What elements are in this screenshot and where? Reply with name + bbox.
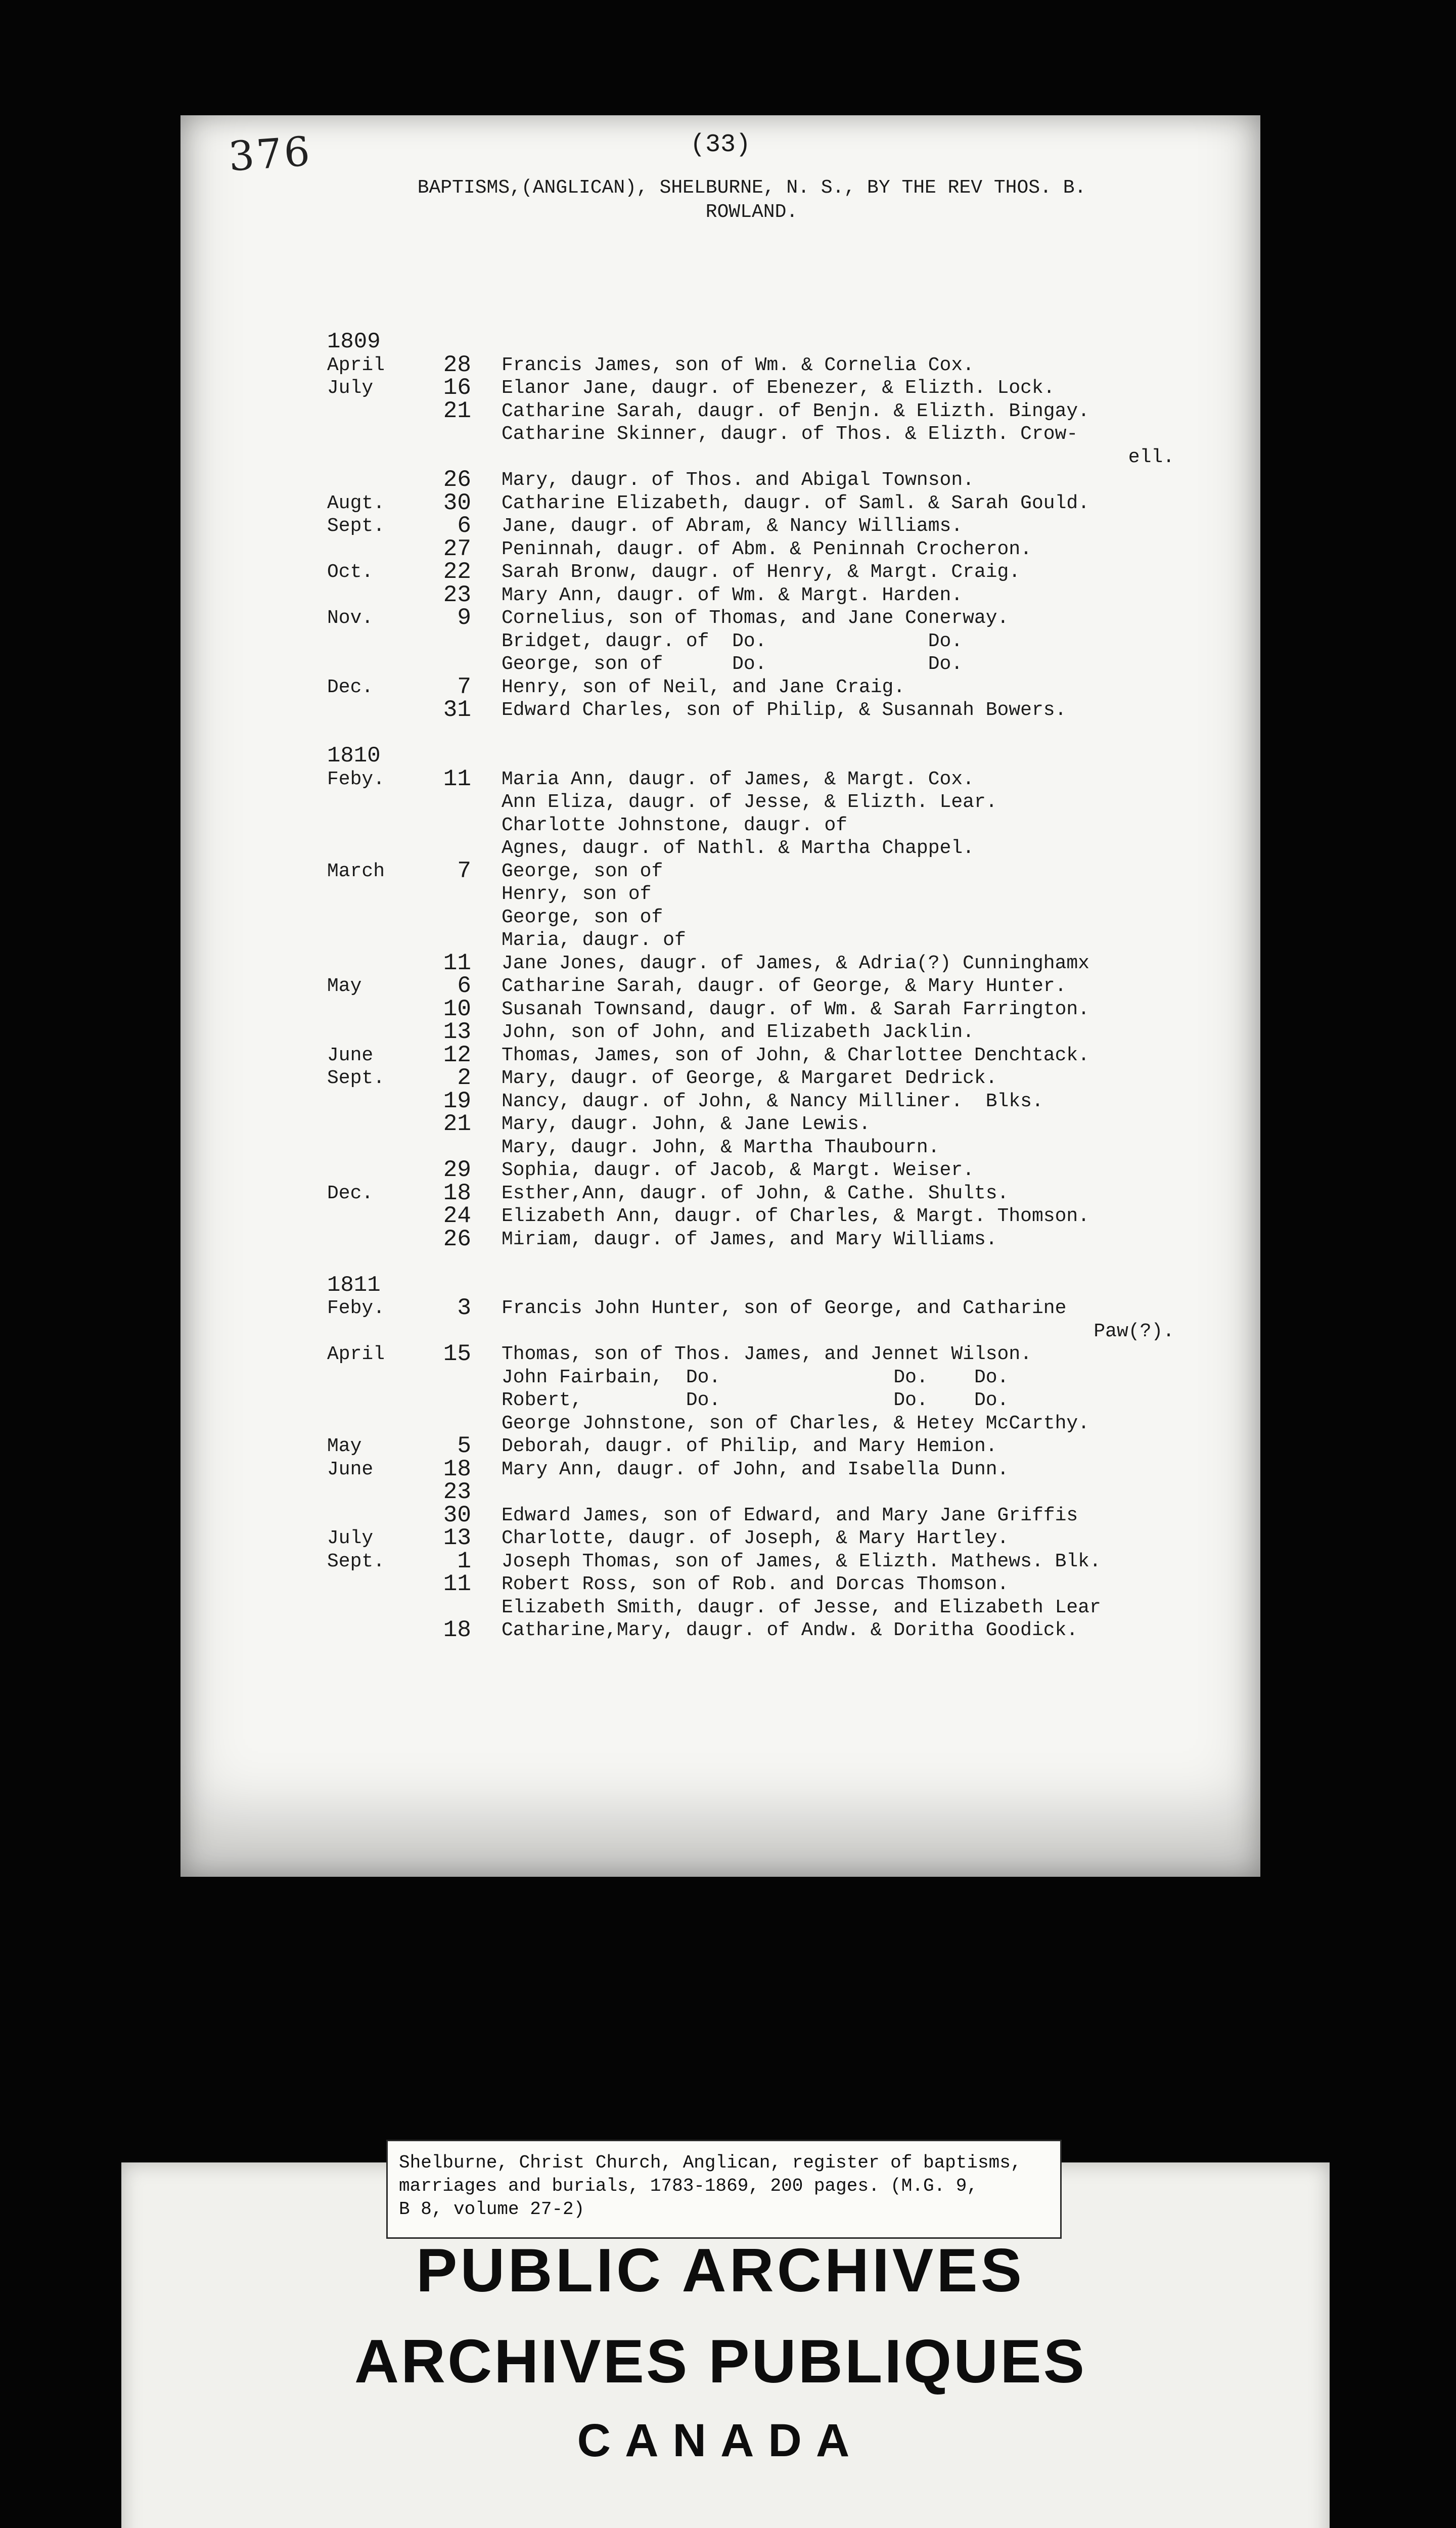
baptism-entry bbox=[180, 1504, 1260, 1527]
entry-day: 1 bbox=[457, 1548, 471, 1574]
baptism-entry bbox=[180, 630, 1260, 653]
baptism-entry bbox=[180, 1527, 1260, 1550]
baptism-entry bbox=[180, 929, 1260, 952]
entry-text: George Johnstone, son of Charles, & Hetey McCarthy. bbox=[502, 1412, 1089, 1434]
entry-month: Sept. bbox=[327, 515, 385, 537]
entry-text: Edward Charles, son of Philip, & Susannah Bowers. bbox=[502, 699, 1067, 721]
entry-text: Susanah Townsand, daugr. of Wm. & Sarah Farrington. bbox=[502, 998, 1089, 1020]
baptism-entry bbox=[180, 1182, 1260, 1205]
section-gap bbox=[180, 1251, 1260, 1274]
continuation-text: ell. bbox=[1128, 446, 1174, 468]
baptism-entry bbox=[180, 998, 1260, 1021]
baptism-entry bbox=[180, 1113, 1260, 1136]
entry-text: Agnes, daugr. of Nathl. & Martha Chappel. bbox=[502, 837, 974, 859]
entry-text: Catharine Skinner, daugr. of Thos. & Elizth. Crow- bbox=[502, 423, 1078, 445]
baptism-entry bbox=[180, 351, 1260, 378]
entry-month: March bbox=[327, 860, 385, 882]
entry-text: Mary, daugr. of George, & Margaret Dedrick. bbox=[502, 1067, 997, 1089]
entry-day: 28 bbox=[443, 351, 471, 378]
entry-month: July bbox=[327, 1527, 374, 1549]
entry-text: Mary, daugr. John, & Martha Thaubourn. bbox=[502, 1136, 940, 1158]
baptism-entry bbox=[180, 515, 1260, 538]
citation-line: marriages and burials, 1783-1869, 200 pages. (M.G. 9, bbox=[399, 2176, 978, 2196]
entry-text: Elizabeth Smith, daugr. of Jesse, and Elizabeth Lear bbox=[502, 1596, 1101, 1618]
entry-day: 12 bbox=[443, 1042, 471, 1068]
baptism-entry bbox=[180, 535, 1260, 562]
entry-day: 6 bbox=[457, 513, 471, 539]
entry-text: Nancy, daugr. of John, & Nancy Milliner. Blks. bbox=[502, 1090, 1043, 1112]
baptism-entry bbox=[180, 1044, 1260, 1067]
entry-day: 11 bbox=[443, 950, 471, 976]
stamp-canada: CANADA bbox=[577, 2415, 864, 2466]
citation-line: Shelburne, Christ Church, Anglican, register of baptisms, bbox=[399, 2152, 1022, 2173]
entry-day: 7 bbox=[457, 673, 471, 700]
entry-day: 13 bbox=[443, 1019, 471, 1045]
entry-text: Francis John Hunter, son of George, and Catharine bbox=[502, 1297, 1067, 1319]
entry-month: Sept. bbox=[327, 1067, 385, 1089]
entry-day: 30 bbox=[443, 489, 471, 516]
baptism-entry bbox=[180, 791, 1260, 814]
page-heading: BAPTISMS,(ANGLICAN), SHELBURNE, N. S., BY THE REV THOS. B. ROWLAND. bbox=[417, 177, 1086, 223]
entry-day: 18 bbox=[443, 1180, 471, 1206]
entry-day: 18 bbox=[443, 1617, 471, 1643]
entry-day: 21 bbox=[443, 1111, 471, 1137]
entry-text: George, son of Do. Do. bbox=[502, 653, 963, 675]
baptism-entry bbox=[180, 1458, 1260, 1481]
entry-month: Feby. bbox=[327, 1297, 385, 1319]
year-heading bbox=[180, 1274, 1260, 1297]
entry-text: George, son of bbox=[502, 906, 663, 928]
baptism-entry bbox=[180, 1297, 1260, 1320]
entry-text: Mary, daugr. of Thos. and Abigal Townson. bbox=[502, 469, 974, 491]
entry-text: John, son of John, and Elizabeth Jacklin. bbox=[502, 1021, 974, 1043]
entry-month: Augt. bbox=[327, 492, 385, 514]
entry-month: May bbox=[327, 975, 362, 997]
entry-text: Cornelius, son of Thomas, and Jane Conerway. bbox=[502, 607, 1009, 629]
entry-month: Dec. bbox=[327, 1182, 374, 1204]
baptism-entry bbox=[180, 1435, 1260, 1458]
baptism-entry bbox=[180, 607, 1260, 630]
entry-day: 5 bbox=[457, 1433, 471, 1459]
entry-day: 15 bbox=[443, 1341, 471, 1367]
entry-day: 29 bbox=[443, 1157, 471, 1183]
entry-text: Mary Ann, daugr. of Wm. & Margt. Harden. bbox=[502, 584, 963, 606]
entry-continuation bbox=[180, 446, 1260, 469]
year-label: 1810 bbox=[327, 743, 381, 769]
entry-day: 7 bbox=[457, 857, 471, 884]
entry-day: 21 bbox=[443, 397, 471, 424]
entry-text: Catharine,Mary, daugr. of Andw. & Doritha Goodick. bbox=[502, 1619, 1078, 1641]
entry-day: 22 bbox=[443, 559, 471, 585]
entry-day: 24 bbox=[443, 1203, 471, 1229]
entry-text: Catharine Elizabeth, daugr. of Saml. & Sarah Gould. bbox=[502, 492, 1089, 514]
entry-day: 19 bbox=[443, 1088, 471, 1114]
entry-text: Elanor Jane, daugr. of Ebenezer, & Elizth. Lock. bbox=[502, 377, 1055, 399]
entry-day: 16 bbox=[443, 375, 471, 401]
entry-text: Robert Ross, son of Rob. and Dorcas Thomson. bbox=[502, 1573, 1009, 1595]
entry-month: June bbox=[327, 1044, 374, 1066]
entry-text: Sophia, daugr. of Jacob, & Margt. Weiser. bbox=[502, 1159, 974, 1181]
entry-day: 13 bbox=[443, 1525, 471, 1551]
baptism-entry bbox=[180, 1159, 1260, 1182]
section-gap bbox=[180, 722, 1260, 745]
baptism-entry bbox=[180, 397, 1260, 424]
entry-text: John Fairbain, Do. Do. Do. bbox=[502, 1366, 1009, 1388]
stamp-archives-publiques: ARCHIVES PUBLIQUES bbox=[354, 2327, 1087, 2396]
entry-month: Feby. bbox=[327, 768, 385, 790]
entry-month: Sept. bbox=[327, 1550, 385, 1572]
entry-day: 23 bbox=[443, 581, 471, 608]
baptism-entry bbox=[180, 952, 1260, 975]
year-label: 1811 bbox=[327, 1272, 381, 1298]
baptism-entry bbox=[180, 423, 1260, 446]
baptism-entry bbox=[180, 377, 1260, 400]
entry-month: April bbox=[327, 354, 385, 376]
baptism-entry bbox=[180, 857, 1260, 884]
baptism-entry bbox=[180, 1619, 1260, 1642]
entry-text: Henry, son of bbox=[502, 883, 652, 905]
folio-number: 376 bbox=[226, 127, 313, 180]
baptism-entry bbox=[180, 489, 1260, 516]
continuation-text: Paw(?). bbox=[1094, 1320, 1174, 1342]
year-heading bbox=[180, 745, 1260, 768]
entry-text: Deborah, daugr. of Philip, and Mary Hemion. bbox=[502, 1435, 997, 1457]
entry-day: 11 bbox=[443, 1571, 471, 1597]
baptism-entry bbox=[180, 1205, 1260, 1228]
entry-text: Ann Eliza, daugr. of Jesse, & Elizth. Lear. bbox=[502, 791, 997, 813]
entry-day: 30 bbox=[443, 1502, 471, 1528]
baptism-entry bbox=[180, 1343, 1260, 1366]
entry-text: Henry, son of Neil, and Jane Craig. bbox=[502, 676, 905, 698]
baptism-entry bbox=[180, 1550, 1260, 1573]
entry-month: April bbox=[327, 1343, 385, 1365]
year-heading bbox=[180, 331, 1260, 354]
baptism-entry bbox=[180, 699, 1260, 722]
entry-day: 6 bbox=[457, 973, 471, 999]
entry-month: June bbox=[327, 1458, 374, 1480]
baptism-entry bbox=[180, 1481, 1260, 1504]
baptism-entry bbox=[180, 814, 1260, 837]
register-page bbox=[180, 115, 1260, 1877]
baptism-entry bbox=[180, 653, 1260, 676]
entry-month: May bbox=[327, 1435, 362, 1457]
entry-text: Francis James, son of Wm. & Cornelia Cox. bbox=[502, 354, 974, 376]
citation-line: B 8, volume 27-2) bbox=[399, 2199, 585, 2220]
entry-day: 26 bbox=[443, 1226, 471, 1252]
baptism-entry bbox=[180, 1412, 1260, 1435]
baptism-entry bbox=[180, 765, 1260, 792]
entry-month: July bbox=[327, 377, 374, 399]
entry-text: Sarah Bronw, daugr. of Henry, & Margt. Craig. bbox=[502, 561, 1021, 583]
baptism-entry bbox=[180, 1136, 1260, 1159]
baptism-entry bbox=[180, 975, 1260, 998]
entry-text: Catharine Sarah, daugr. of George, & Mary Hunter. bbox=[502, 975, 1067, 997]
entry-text: Thomas, son of Thos. James, and Jennet Wilson. bbox=[502, 1343, 1032, 1365]
entry-month: Nov. bbox=[327, 607, 374, 629]
entry-day: 2 bbox=[457, 1065, 471, 1091]
baptism-entry bbox=[180, 906, 1260, 929]
entry-day: 18 bbox=[443, 1456, 471, 1482]
entry-text: Jane Jones, daugr. of James, & Adria(?) Cunninghamx bbox=[502, 952, 1089, 974]
baptism-entry bbox=[180, 1389, 1260, 1412]
page-number: (33) bbox=[690, 130, 751, 159]
entry-day: 9 bbox=[457, 605, 471, 631]
entry-text: Mary, daugr. John, & Jane Lewis. bbox=[502, 1113, 871, 1135]
baptism-entry bbox=[180, 1366, 1260, 1389]
entry-text: Mary Ann, daugr. of John, and Isabella Dunn. bbox=[502, 1458, 1009, 1480]
entry-day: 3 bbox=[457, 1295, 471, 1321]
baptism-entries bbox=[180, 331, 1260, 1642]
entry-text: Jane, daugr. of Abram, & Nancy Williams. bbox=[502, 515, 963, 537]
baptism-entry bbox=[180, 1090, 1260, 1113]
entry-day: 10 bbox=[443, 996, 471, 1022]
baptism-entry bbox=[180, 1067, 1260, 1090]
entry-month: Oct. bbox=[327, 561, 374, 583]
stamp-public-archives: PUBLIC ARCHIVES bbox=[416, 2236, 1025, 2305]
entry-text: Esther,Ann, daugr. of John, & Cathe. Shults. bbox=[502, 1182, 1009, 1204]
baptism-entry bbox=[180, 469, 1260, 492]
baptism-entry bbox=[180, 1596, 1260, 1619]
baptism-entry bbox=[180, 837, 1260, 860]
entry-text: Bridget, daugr. of Do. Do. bbox=[502, 630, 963, 652]
baptism-entry bbox=[180, 581, 1260, 608]
entry-continuation bbox=[180, 1320, 1260, 1343]
entry-month: Dec. bbox=[327, 676, 374, 698]
entry-text: Joseph Thomas, son of James, & Elizth. Mathews. Blk. bbox=[502, 1550, 1101, 1572]
entry-day: 31 bbox=[443, 697, 471, 723]
citation-slip bbox=[386, 2140, 1062, 2239]
baptism-entry bbox=[180, 1228, 1260, 1251]
baptism-entry bbox=[180, 883, 1260, 906]
entry-text: Charlotte Johnstone, daugr. of bbox=[502, 814, 848, 836]
entry-text: Charlotte, daugr. of Joseph, & Mary Hartley. bbox=[502, 1527, 1009, 1549]
entry-day: 11 bbox=[443, 765, 471, 792]
entry-text: Miriam, daugr. of James, and Mary Williams. bbox=[502, 1228, 997, 1250]
entry-text: Thomas, James, son of John, & Charlottee Denchtack. bbox=[502, 1044, 1089, 1066]
entry-day: 23 bbox=[443, 1479, 471, 1505]
entry-day: 27 bbox=[443, 535, 471, 562]
entry-text: Catharine Sarah, daugr. of Benjn. & Elizth. Bingay. bbox=[502, 400, 1089, 422]
entry-day: 26 bbox=[443, 467, 471, 493]
entry-text: Peninnah, daugr. of Abm. & Peninnah Crocheron. bbox=[502, 538, 1032, 560]
entry-text: Elizabeth Ann, daugr. of Charles, & Margt. Thomson. bbox=[502, 1205, 1089, 1227]
baptism-entry bbox=[180, 1573, 1260, 1596]
entry-text: Edward James, son of Edward, and Mary Jane Griffis bbox=[502, 1504, 1078, 1526]
entry-text: Maria Ann, daugr. of James, & Margt. Cox. bbox=[502, 768, 974, 790]
entry-text: George, son of bbox=[502, 860, 663, 882]
baptism-entry bbox=[180, 561, 1260, 584]
baptism-entry bbox=[180, 1021, 1260, 1044]
entry-text: Robert, Do. Do. Do. bbox=[502, 1389, 1009, 1411]
baptism-entry bbox=[180, 673, 1260, 700]
year-label: 1809 bbox=[327, 329, 381, 354]
entry-text: Maria, daugr. of bbox=[502, 929, 686, 951]
